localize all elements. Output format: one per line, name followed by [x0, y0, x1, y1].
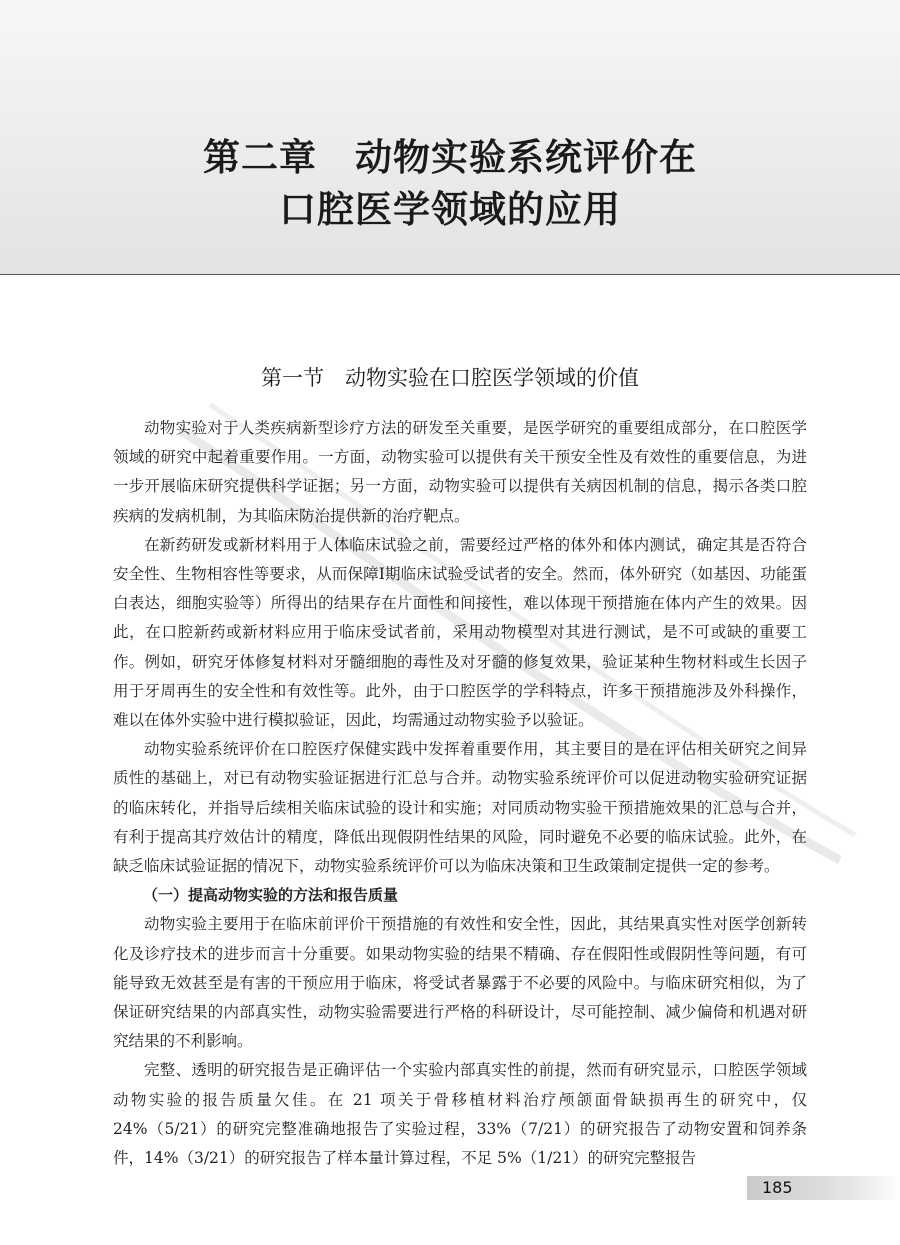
subheading: （一）提高动物实验的方法和报告质量 [143, 886, 399, 905]
chapter-title-line-2: 口腔医学领域的应用 [279, 188, 621, 231]
body-text [113, 414, 807, 1173]
chapter-title-line-1: 第二章 动物实验系统评价在 [203, 136, 697, 179]
paragraph: 动物实验主要用于在临床前评价干预措施的有效性和安全性，因此，其结果真实性对医学创新转化及诊疗技术的进步而言十分重要。如果动物实验的结果不精确、存在假阳性或假阴性等问题，有可能导致无效甚至是有害的干预应用于临床，将受试者暴露于不必要的风险中。与临床研究相似，为了保证研究结果的内部真实性，动物实验需要进行严格的科研设计，尽可能控制、减少偏倚和机遇对研究结果的不利影响。 [113, 915, 807, 1051]
paragraph: 在新药研发或新材料用于人体临床试验之前，需要经过严格的体外和体内测试，确定其是否符合安全性、生物相容性等要求，从而保障Ⅰ期临床试验受试者的安全。然而，体外研究（如基因、功能蛋白表达，细胞实验等）所得出的结果存在片面性和间接性，难以体现干预措施在体内产生的效果。因此，在口腔新药或新材料应用于临床受试者前，采用动物模型对其进行测试，是不可或缺的重要工作。例如，研究牙体修复材料对牙髓细胞的毒性及对牙髓的修复效果，验证某种生物材料或生长因子用于牙周再生的安全性和有效性等。此外，由于口腔医学的学科特点，许多干预措施涉及外科操作，难以在体外实验中进行模拟验证，因此，均需通过动物实验予以验证。 [113, 535, 807, 730]
paragraph: 动物实验系统评价在口腔医疗保健实践中发挥着重要作用，其主要目的是在评估相关研究之间异质性的基础上，对已有动物实验证据进行汇总与合并。动物实验系统评价可以促进动物实验研究证据的临床转化，并指导后续相关临床试验的设计和实施；对同质动物实验干预措施效果的汇总与合并，有利于提高其疗效估计的精度，降低出现假阴性结果的风险，同时避免不必要的临床试验。此外，在缺乏临床试验证据的情况下，动物实验系统评价可以为临床决策和卫生政策制定提供一定的参考。 [113, 740, 807, 876]
page-number: 185 [762, 1178, 793, 1197]
section-title: 第一节 动物实验在口腔医学领域的价值 [261, 366, 639, 390]
chapter-title [0, 132, 900, 236]
paragraph: 动物实验对于人类疾病新型诊疗方法的研发至关重要，是医学研究的重要组成部分，在口腔医学领域的研究中起着重要作用。一方面，动物实验可以提供有关干预安全性及有效性的重要信息，为进一步开展临床研究提供科学证据；另一方面，动物实验可以提供有关病因机制的信息，揭示各类口腔疾病的发病机制，为其临床防治提供新的治疗靶点。 [113, 419, 807, 525]
paragraph: 完整、透明的研究报告是正确评估一个实验内部真实性的前提，然而有研究显示，口腔医学领域动物实验的报告质量欠佳。在 21 项关于骨移植材料治疗颅颌面骨缺损再生的研究中，仅 24%（5/21）的研究完整准确地报告了实验过程，33%（7/21）的研究报告了动物安置和饲养条件，14%（3/21）的研究报告了样本量计算过程，不足 5%（1/21）的研究完整报告 [113, 1061, 807, 1168]
